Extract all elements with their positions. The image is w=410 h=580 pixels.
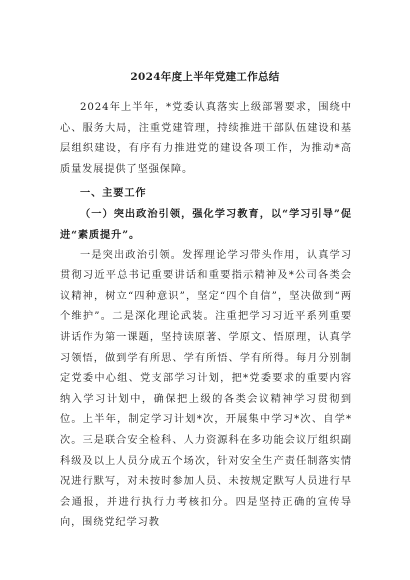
- body-paragraph: 一是突出政治引领。发挥理论学习带头作用，认真学习贯彻习近平总书记重要讲话和重要指示精神及*公司各类会议精神，树立“四种意识”，坚定“四个自信”，坚决做到“两个维护”。二是深化理论武装。注重把学习习近平系列重要讲话作为第一课题，坚持读原著、学原文、悟原理，认真学习领悟，做到学有所思、学有所悟、学有所得。每月分别制定党委中心组、党支部学习计划，把*党委要求的重要内容纳入学习计划中，确保把上级的各类会议精神学习贯彻到位。上半年，制定学习计划*次，开展集中学习*次、自学*次。三是联合安全检科、人力资源科在多功能会议厅组织副科级及以上人员分成五个场次，针对安全生产责任制落实情况进行默写，对未按时参加人员、未按规定默写人员进行早会通报，并进行执行力考核扣分。四是坚持正确的宣传导向，围绕党纪学习教: [60, 249, 352, 529]
- subsection-heading: （一）突出政治引领，强化学习教育，以“学习引导”促进“素质提升”。: [60, 208, 352, 241]
- intro-paragraph: 2024年上半年，*党委认真落实上级部署要求，围绕中心、服务大局，注重党建管理，持续推进干部队伍建设和基层组织建设，有序有力推进党的建设各项工作，为推动*高质量发展提供了坚强保障。: [60, 102, 352, 175]
- document-title: 2024年度上半年党建工作总结: [130, 71, 280, 83]
- document-body: [60, 98, 352, 536]
- section-heading: 一、主要工作: [80, 187, 147, 200]
